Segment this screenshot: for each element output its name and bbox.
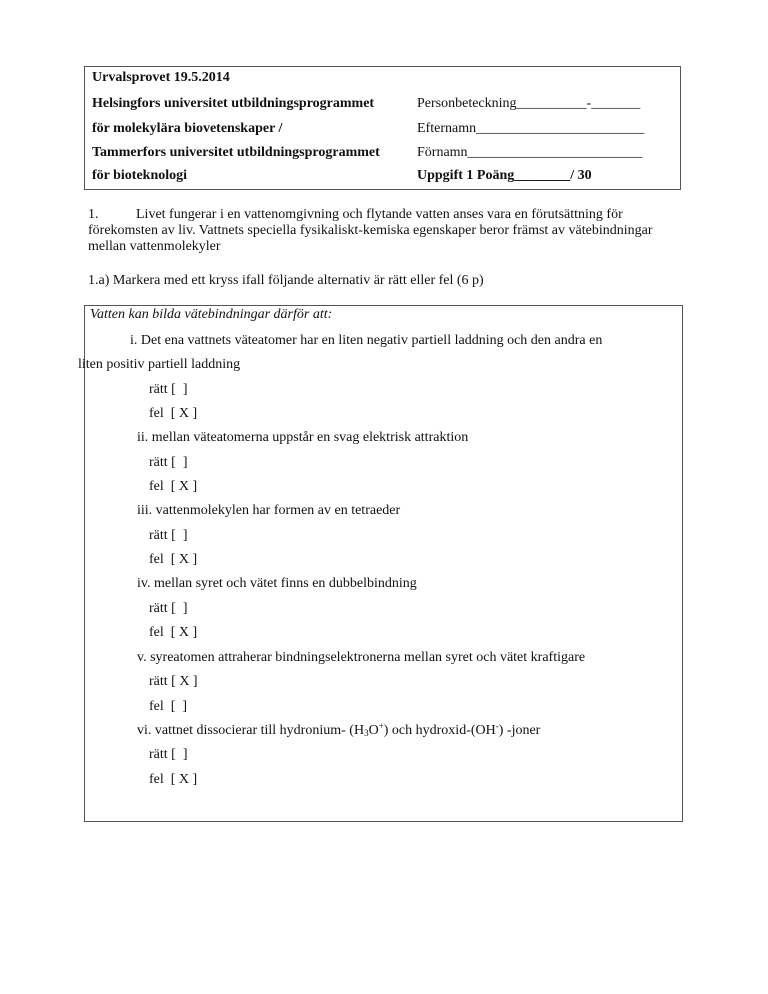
statement-iv-ratt-checkbox[interactable]: rätt [ ] [149, 601, 188, 616]
fornamn-field[interactable]: Förnamn_________________________ [417, 145, 643, 160]
statement-i-line2: liten positiv partiell laddning [78, 357, 241, 372]
statement-i-ratt-checkbox[interactable]: rätt [ ] [149, 382, 188, 397]
program-line-2: för molekylära biovetenskaper / [92, 121, 283, 136]
program-line-4: för bioteknologi [92, 168, 188, 183]
statement-vi-text-a: vi. vattnet dissocierar till hydronium- (H [137, 723, 365, 738]
statement-vi-ratt-checkbox[interactable]: rätt [ ] [149, 747, 188, 762]
answer-box [78, 305, 683, 822]
statement-iii-fel-checkbox[interactable]: fel [ X ] [149, 552, 198, 567]
question-number: 1. [88, 207, 99, 222]
question-text [88, 207, 682, 255]
statement-iii: iii. vattenmolekylen har formen av en tetraeder [137, 503, 401, 518]
statement-vi [137, 723, 540, 739]
statement-iv: iv. mellan syret och vätet finns en dubbelbindning [137, 576, 417, 591]
statement-iv-fel-checkbox[interactable]: fel [ X ] [149, 625, 198, 640]
statement-vi-subscript: 3 [364, 728, 369, 738]
statement-vi-fel-checkbox[interactable]: fel [ X ] [149, 772, 198, 787]
statement-ii-fel-checkbox[interactable]: fel [ X ] [149, 479, 198, 494]
program-line-3: Tammerfors universitet utbildningsprogrammet [92, 145, 380, 160]
statement-vi-text-b: O [368, 723, 379, 738]
answer-box-title: Vatten kan bilda vätebindningar därför att: [90, 307, 333, 322]
exam-title: Urvalsprovet 19.5.2014 [92, 70, 230, 85]
question-body: Livet fungerar i en vattenomgivning och flytande vatten anses vara en förutsättning för förekomsten av liv. Vattnets speciella fysikaliskt-kemiska egenskaper beror främst av vätebindningar mellan vattenmolekyler [88, 207, 653, 254]
statement-ii-ratt-checkbox[interactable]: rätt [ ] [149, 455, 188, 470]
header-box [84, 66, 681, 190]
statement-vi-sup-plus: + [378, 721, 384, 731]
program-line-1: Helsingfors universitet utbildningsprogrammet [92, 96, 375, 111]
statement-v-fel-checkbox[interactable]: fel [ ] [149, 699, 188, 714]
uppgift-points-field[interactable]: Uppgift 1 Poäng________/ 30 [417, 168, 592, 183]
statement-ii: ii. mellan väteatomerna uppstår en svag elektrisk attraktion [137, 430, 469, 445]
statement-iii-ratt-checkbox[interactable]: rätt [ ] [149, 528, 188, 543]
personbeteckning-field[interactable]: Personbeteckning__________-_______ [417, 96, 641, 111]
statement-vi-sup-minus: - [495, 721, 499, 731]
statement-i-fel-checkbox[interactable]: fel [ X ] [149, 406, 198, 421]
statement-v: v. syreatomen attraherar bindningselektronerna mellan syret och vätet kraftigare [137, 650, 586, 665]
statement-i-line1: i. Det ena vattnets väteatomer har en liten negativ partiell laddning och den andra en [130, 333, 603, 348]
efternamn-field[interactable]: Efternamn________________________ [417, 121, 645, 136]
statement-vi-text-c: ) och hydroxid-(OH [383, 723, 496, 738]
sub-question: 1.a) Markera med ett kryss ifall följande alternativ är rätt eller fel (6 p) [88, 273, 484, 288]
statement-vi-text-d: ) -joner [498, 723, 541, 738]
statement-v-ratt-checkbox[interactable]: rätt [ X ] [149, 674, 198, 689]
